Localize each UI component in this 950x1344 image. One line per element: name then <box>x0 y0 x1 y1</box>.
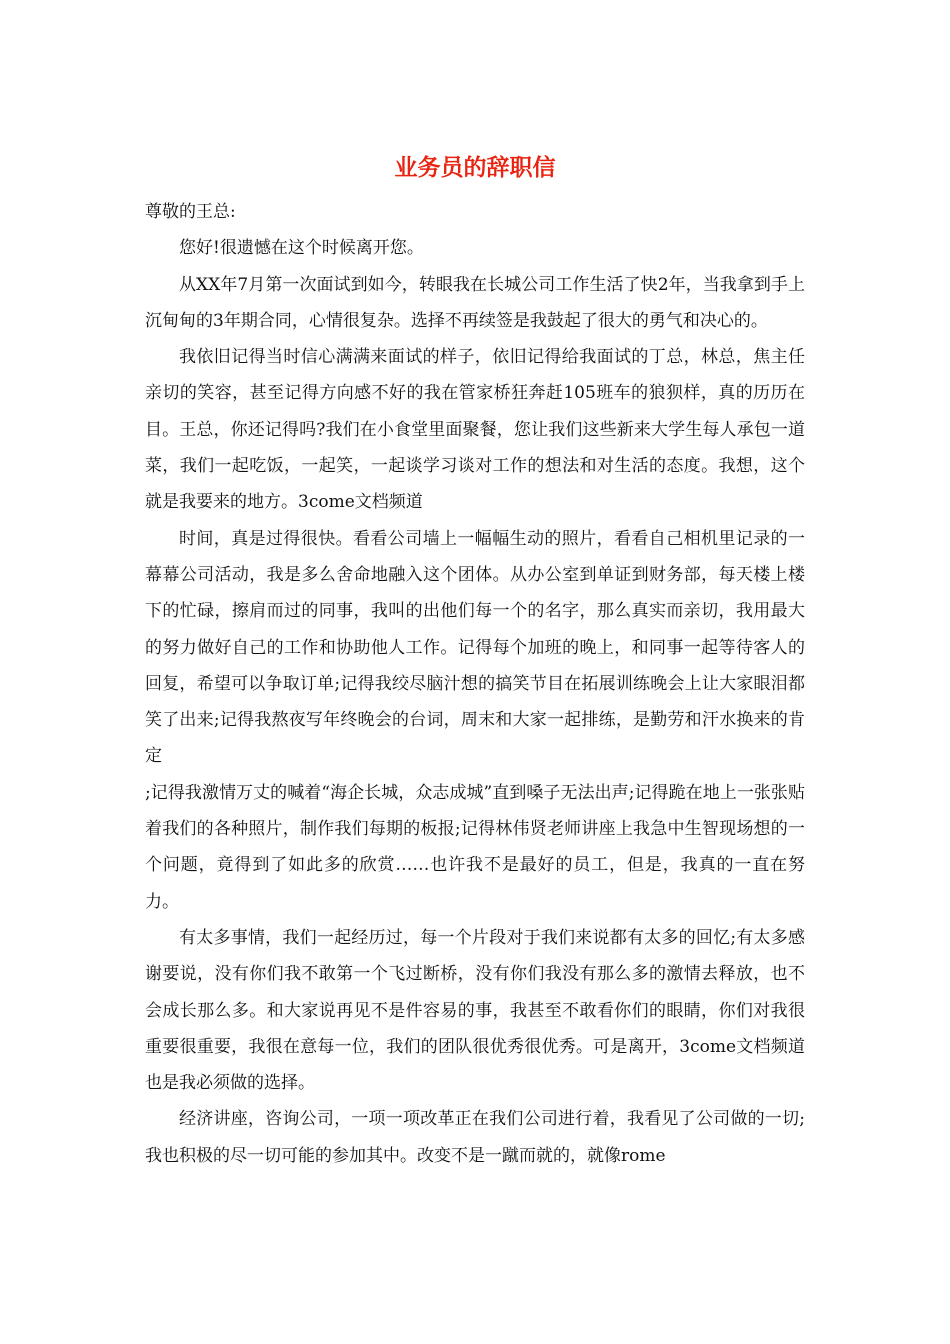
salutation: 尊敬的王总: <box>145 202 236 222</box>
paragraph-gratitude: 有太多事情，我们一起经历过，每一个片段对于我们来说都有太多的回忆;有太多感谢要说，没有你们我不敢第一个飞过断桥，没有你们我没有那么多的激情去释放，也不会成长那么多。和大家说再见不是件容易的事，我甚至不敢看你们的眼睛，你们对我很重要很重要，我很在意每一位，我们的团队很优秀很优秀。可是离开，3come文档频道也是我必须做的选择。 <box>145 927 805 1094</box>
paragraph-contract: 从XX年7月第一次面试到如今，转眼我在长城公司工作生活了快2年，当我拿到手上沉甸甸的3年期合同，心情很复杂。选择不再续签是我鼓起了很大的勇气和决心的。 <box>145 274 805 331</box>
document-title: 业务员的辞职信 <box>394 154 556 181</box>
paragraph-continuation: ;记得我激情万丈的喊着“海企长城，众志成城”直到嗓子无法出声;记得跪在地上一张张贴着我们的各种照片，制作我们每期的板报;记得林伟贤老师讲座上我急中生智现场想的一个问题，竟得到了如此多的欣赏……也许我不是最好的员工，但是，我真的一直在努力。 <box>145 782 805 912</box>
paragraph-reform: 经济讲座，咨询公司，一项一项改革正在我们公司进行着，我看见了公司做的一切;我也积极的尽一切可能的参加其中。改变不是一蹴而就的，就像rome <box>145 1109 805 1166</box>
paragraph-greeting: 您好!很遗憾在这个时候离开您。 <box>179 238 424 259</box>
paragraph-interview-memory: 我依旧记得当时信心满满来面试的样子，依旧记得给我面试的丁总，林总，焦主任亲切的笑容，甚至记得方向感不好的我在管家桥狂奔赶105班车的狼狈样，真的历历在目。王总，你还记得吗?我们在小食堂里面聚餐，您让我们这些新来大学生每人承包一道菜，我们一起吃饭，一起笑，一起谈学习谈对工作的想法和对生活的态度。我想，这个就是我要来的地方。3come文档频道 <box>145 347 805 513</box>
paragraph-time-flies: 时间，真是过得很快。看看公司墙上一幅幅生动的照片，看看自己相机里记录的一幕幕公司活动，我是多么舍命地融入这个团体。从办公室到单证到财务部，每天楼上楼下的忙碌，擦肩而过的同事，我叫的出他们每一个的名字，那么真实而亲切，我用最大的努力做好自己的工作和协助他人工作。记得每个加班的晚上，和同事一起等待客人的回复，希望可以争取订单;记得我绞尽脑汁想的搞笑节目在拓展训练晚会上让大家眼泪都笑了出来;记得我熬夜写年终晚会的台词，周末和大家一起排练，是勤劳和汗水换来的肯定 <box>145 528 805 767</box>
letter-body <box>145 194 805 1174</box>
